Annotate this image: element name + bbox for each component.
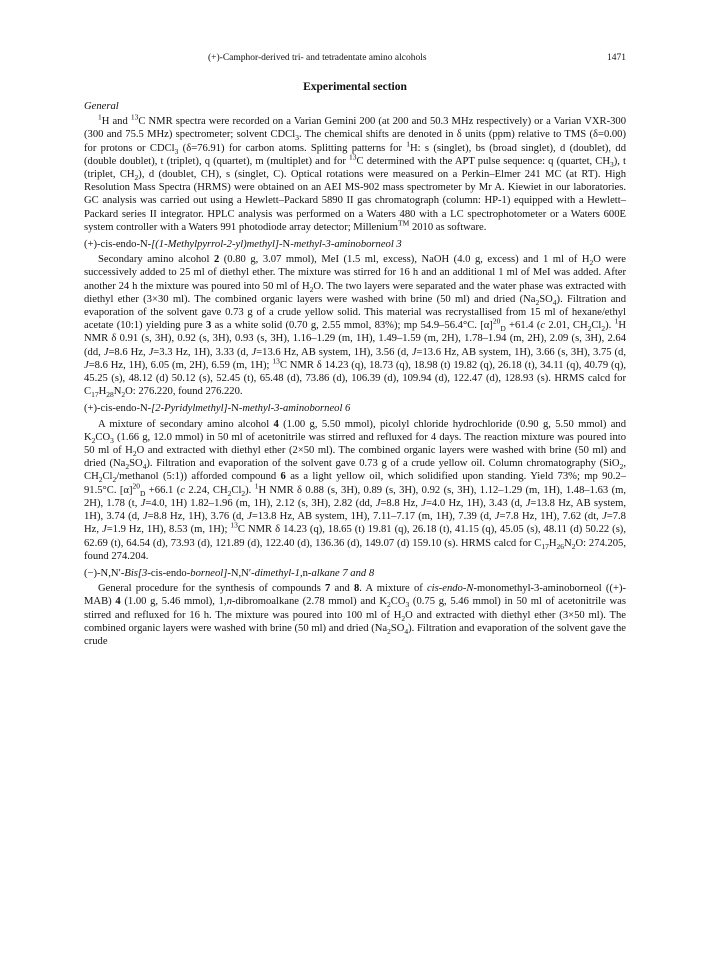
compound-6-heading: (+)-cis-endo-N-[2-Pyridylmethyl]-N-methyl-3-aminoborneol 6 <box>84 403 351 415</box>
compound-6-paragraph: A mixture of secondary amino alcohol 4 (1.00 g, 5.50 mmol), picolyl chloride hydrochloride (0.90 g, 5.50 mmol) and $K_2CO_3$ (1.66 g, 12.0 mmol) in 50 ml of acetonitrile was stirred and refluxed for 4 days. The reaction mixture was poured into 50 ml of $H_2O$ and extracted with diethyl ether (2×50 ml). The combined organic layers were washed with brine (50 ml) and dried $(Na_2SO_4)$. Filtration and evaporation of the solvent gave 0.73 g of a crude yellow oil. Column chromatography (SiO$_2$, $CH_2Cl_2$/methanol (5:1)) afforded compound 6 as a light yellow oil, which solidified upon standing. Yield 73%; mp 90.2–91.5°C. $[\alpha]^{20}_D +66.1$ (c 2.24, $CH_2Cl_2$). $^1$H NMR δ 0.88 (s, 3H), 0.89 (s, 3H), 0.92 (s, 3H), 1.12–1.29 (m, 1H), 1.48–1.63 (m, 2H), 1.78 (t, J=4.0, 1H) 1.82–1.96 (m, 1H), 2.12 (s, 3H), 2.82 (dd, J=8.8 Hz, J=4.0 Hz, 1H), 3.43 (d, J=13.8 Hz, AB system, 1H), 3.74 (d, J=8.8 Hz, 1H), 3.76 (d, J=13.8 Hz, AB system, 1H), 7.11–7.17 (m, 1H), 7.39 (d, J=7.8 Hz, 1H), 7.62 (dt, J=7.8 Hz, J=1.9 Hz, 1H), 8.53 (m, 1H); $^{13}$C NMR δ 14.23 (q), 18.65 (t) 19.81 (q), 26.18 (t), 41.15 (q), 45.05 (s), 48.11 (d) 50.22 (s), 62.69 (t), 64.54 (d), 73.93 (d), 121.89 (d), 122.40 (d), 136.36 (d), 149.07 (d) 159.10 (s). HRMS calcd for $C_{17}H_{26}N_2O$: 274.205, found 274.204. <box>84 418 627 562</box>
general-paragraph: $^1$H and $^{13}$C NMR spectra were recorded on a Varian Gemini 200 (at 200 and 50.3 MHz respectively) or a Varian VXR-300 (300 and 75.5 MHz) spectrometer; solvent CDCl$_3$. The chemical shifts are denoted in δ units (ppm) relative to TMS (δ=0.00) for protons or CDCl$_3$ (δ=76.91) for carbon atoms. Splitting patterns for $^1$H: s (singlet), bs (broad singlet), d (doublet), dd (double doublet), t (triplet), q (quartet), m (multiplet) and for $^{13}$C determined with the APT pulse sequence: q (quartet, $CH_3$), t (triplet, $CH_2$), d (doublet, CH), s (singlet, C). Optical rotations were measured on a Perkin–Elmer 241 MC (at RT). High Resolution Mass Spectra (HRMS) were obtained on an AEI MS-902 mass spectrometer by Mr A. Kiewiet in our laboratories. GC analysis was carried out using a Hewlett–Packard 5890 II gas chromatograph (column: HP-1) equipped with a Hewlett–Packard series II integrator. HPLC analysis was performed on a Waters 480 with a LC spectrophotometer or a Waters 600E system controller with a Waters 991 photodiode array detector; Millenium™ 2010 as software. <box>84 112 627 233</box>
general-heading: General <box>84 101 119 112</box>
page-number: 1471 <box>607 53 626 63</box>
compound-7-8-heading: (−)-N,N′-Bis[3-cis-endo-borneol]-N,N′-dimethyl-1,n-alkane 7 and 8 <box>84 567 375 579</box>
compound-7-8-paragraph: General procedure for the synthesis of compounds 7 and 8. A mixture of cis-endo-N-monomethyl-3-aminoborneol ((+)-MAB) 4 (1.00 g, 5.46 mmol), 1,n-dibromoalkane (2.78 mmol) and $K_2CO_3$ (0.75 g, 5.46 mmol) in 50 ml of acetonitrile was stirred and refluxed for 16 h. The mixture was poured into 100 ml of $H_2O$ and extracted with diethyl ether (3×50 ml). The combined organic layers were washed with brine (50 ml) and dried $(Na_2SO_4)$. Filtration and evaporation of the solvent gave the crude <box>84 583 627 647</box>
journal-page <box>84 0 626 971</box>
running-title: (+)-Camphor-derived tri- and tetradentate amino alcohols <box>208 53 427 63</box>
compound-3-paragraph: Secondary amino alcohol 2 (0.80 g, 3.07 mmol), MeI (1.5 ml, excess), NaOH (4.0 g, excess) and 1 ml of $H_2O$ were successively added to 25 ml of diethyl ether. The mixture was stirred for 16 h and an additional 1 ml of MeI was added. After another 24 h the mixture was poured into 50 ml of $H_2O$. The two layers were separated and the water phase was extracted with diethyl ether (3×30 ml). The combined organic layers were washed with brine (50 ml) and dried $(Na_2SO_4)$. Filtration and evaporation of the solvent gave 0.73 g of a crude yellow solid. This material was recrystallised from 15 ml of hexane/ethyl acetate (10:1) yielding pure 3 as a white solid (0.70 g, 2.55 mmol, 83%); mp 54.9–56.4°C. $[\alpha]^{20}_D +61.4$ (c 2.01, $CH_2Cl_2$). $^1$H NMR δ 0.91 (s, 3H), 0.92 (s, 3H), 0.93 (s, 3H), 1.16–1.29 (m, 1H), 1.49–1.59 (m, 2H), 1.78–1.94 (m, 2H), 2.09 (s, 3H), 2.64 (dd, J=8.6 Hz, J=3.3 Hz, 1H), 3.33 (d, J=13.6 Hz, AB system, 1H), 3.56 (d, J=13.6 Hz, AB system, 1H), 3.66 (s, 3H), 3.75 (d, J=8.6 Hz, 1H), 6.05 (m, 2H), 6.59 (m, 1H); $^{13}$C NMR δ 14.23 (q), 18.73 (q), 18.98 (t) 19.82 (q), 26.18 (t), 34.11 (q), 40.79 (q), 45.25 (s), 48.12 (d) 50.12 (s), 52.45 (t), 65.48 (d), 73.86 (d), 106.39 (d), 109.94 (d), 122.47 (d), 128.93 (s). HRMS calcd for $C_{17}H_{28}N_2O$: 276.220, found 276.220. <box>84 254 627 400</box>
section-title: Experimental section <box>303 81 407 93</box>
compound-3-heading: (+)-cis-endo-N-[(1-Methylpyrrol-2-yl)methyl]-N-methyl-3-aminoborneol 3 <box>84 239 402 251</box>
article-body <box>84 97 626 652</box>
